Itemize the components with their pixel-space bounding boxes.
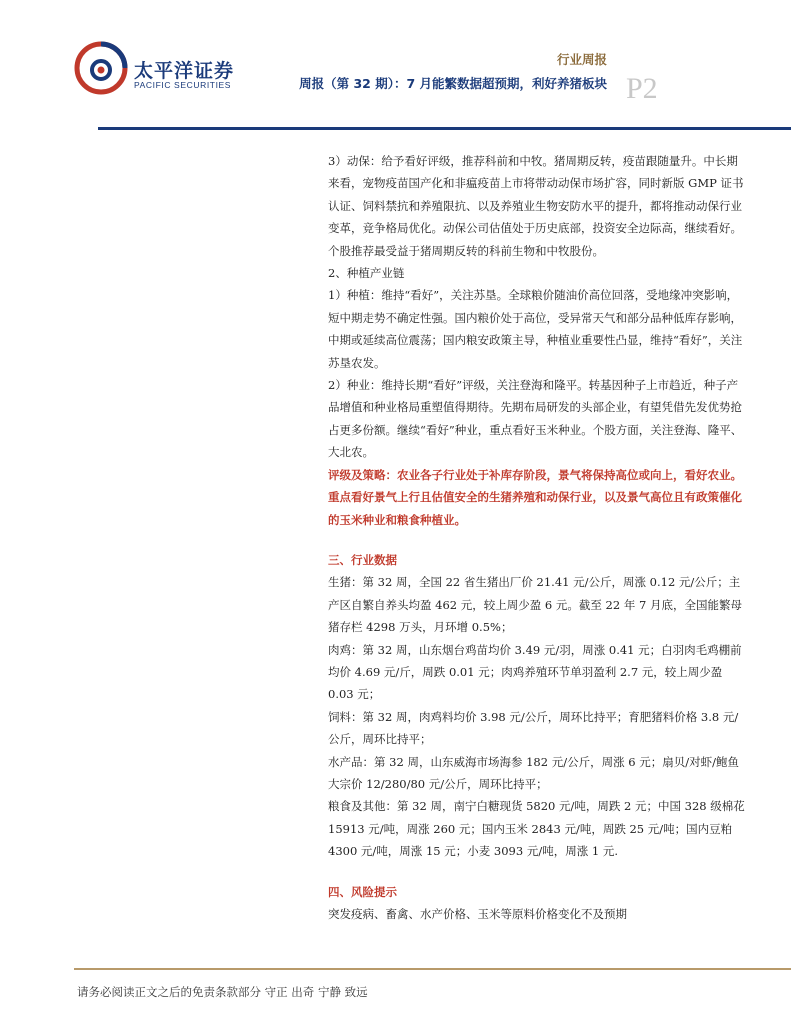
paragraph-grains: 粮食及其他：第 32 周，南宁白糖现货 5820 元/吨，周跌 2 元；中国 328 级棉花 15913 元/吨，周涨 260 元；国内玉米 2843 元/吨，周跌 25 元/吨；国内豆粕 4300 元/吨，周涨 15 元；小麦 3093 元/吨，周涨 1 元. [328,799,745,859]
paragraph-planting: 1）种植：维持“看好”，关注苏垦。全球粮价随油价高位回落，受地缘冲突影响，短中期走势不确定性强。国内粮价处于高位，受异常天气和部分品种低库存影响，中期或延续高位震荡；国内粮安政策主导，种植业重要性凸显，维持“看好”，关注苏垦农发。 [328,288,743,370]
heading-planting-chain: 2、种植产业链 [328,266,405,281]
page-number: P2 [626,72,658,105]
paragraph-hogs: 生猪：第 32 周，全国 22 省生猪出厂价 21.41 元/公斤，周涨 0.12 元/公斤；主产区自繁自养头均盈 462 元，较上周少盈 6 元。截至 22 年 7 月底，全国能繁母猪存栏 4298 万头，月环增 0.5%； [328,575,742,635]
report-title: 周报（第 32 期）：7 月能繁数据超预期，利好养猪板块 [299,76,607,91]
paragraph-animal-health: 3）动保：给予看好评级，推荐科前和中牧。猪周期反转，疫苗跟随量升。中长期来看，宠物疫苗国产化和非瘟疫苗上市将带动动保市场扩容，同时新版 GMP 证书认证、饲料禁抗和养殖限抗、以及养殖业生物安防水平的提升，都将推动动保行业变革，竞争格局优化。动保公司估值处于历史底部，投资安全边际高，继续看好。个股推荐最受益于猪周期反转的科前生物和中牧股份。 [328,154,744,258]
paragraph-aquatic: 水产品：第 32 周，山东威海市场海参 182 元/公斤，周涨 6 元；扇贝/对虾/鲍鱼大宗价 12/280/80 元/公斤，周环比持平； [328,754,739,791]
footer-divider [74,968,791,970]
section-label: 行业周报 [556,52,607,67]
paragraph-rating-strategy: 评级及策略：农业各子行业处于补库存阶段，景气将保持高位或向上，看好农业。重点看好景气上行且估值安全的生猪养殖和动保行业，以及景气高位且有政策催化的玉米种业和粮食种植业。 [328,467,742,527]
paragraph-feed: 饲料：第 32 周，肉鸡料均价 3.98 元/公斤，周环比持平；育肥猪料价格 3.8 元/公斤，周环比持平； [328,709,739,747]
paragraph-risk: 突发疫病、畜禽、水产价格、玉米等原料价格变化不及预期 [328,907,627,921]
brand-name-en: PACIFIC SECURITIES [134,80,232,90]
report-body [328,150,748,925]
pacific-securities-logo-icon [74,41,128,95]
paragraph-seed: 2）种业：维持长期“看好”评级，关注登海和隆平。转基因种子上市趋近，种子产品增值和种业格局重塑值得期待。先期布局研发的头部企业，有望凭借先发优势抢占更多份额。继续“看好”种业，重点看好玉米种业。个股方面，关注登海、隆平、大北农。 [328,378,743,460]
footer-disclaimer: 请务必阅读正文之后的免责条款部分 守正 出奇 宁静 致远 [77,985,368,999]
paragraph-poultry: 肉鸡：第 32 周，山东烟台鸡苗均价 3.49 元/羽，周涨 0.41 元；白羽肉毛鸡棚前均价 4.69 元/斤，周跌 0.01 元；肉鸡养殖环节单羽盈利 2.7 元，较上周少盈 0.03 元； [328,642,742,702]
brand-name-cn: 太平洋证券 [134,60,235,82]
heading-risk: 四、风险提示 [328,884,397,899]
header-divider [98,127,791,130]
heading-industry-data: 三、行业数据 [328,552,397,567]
